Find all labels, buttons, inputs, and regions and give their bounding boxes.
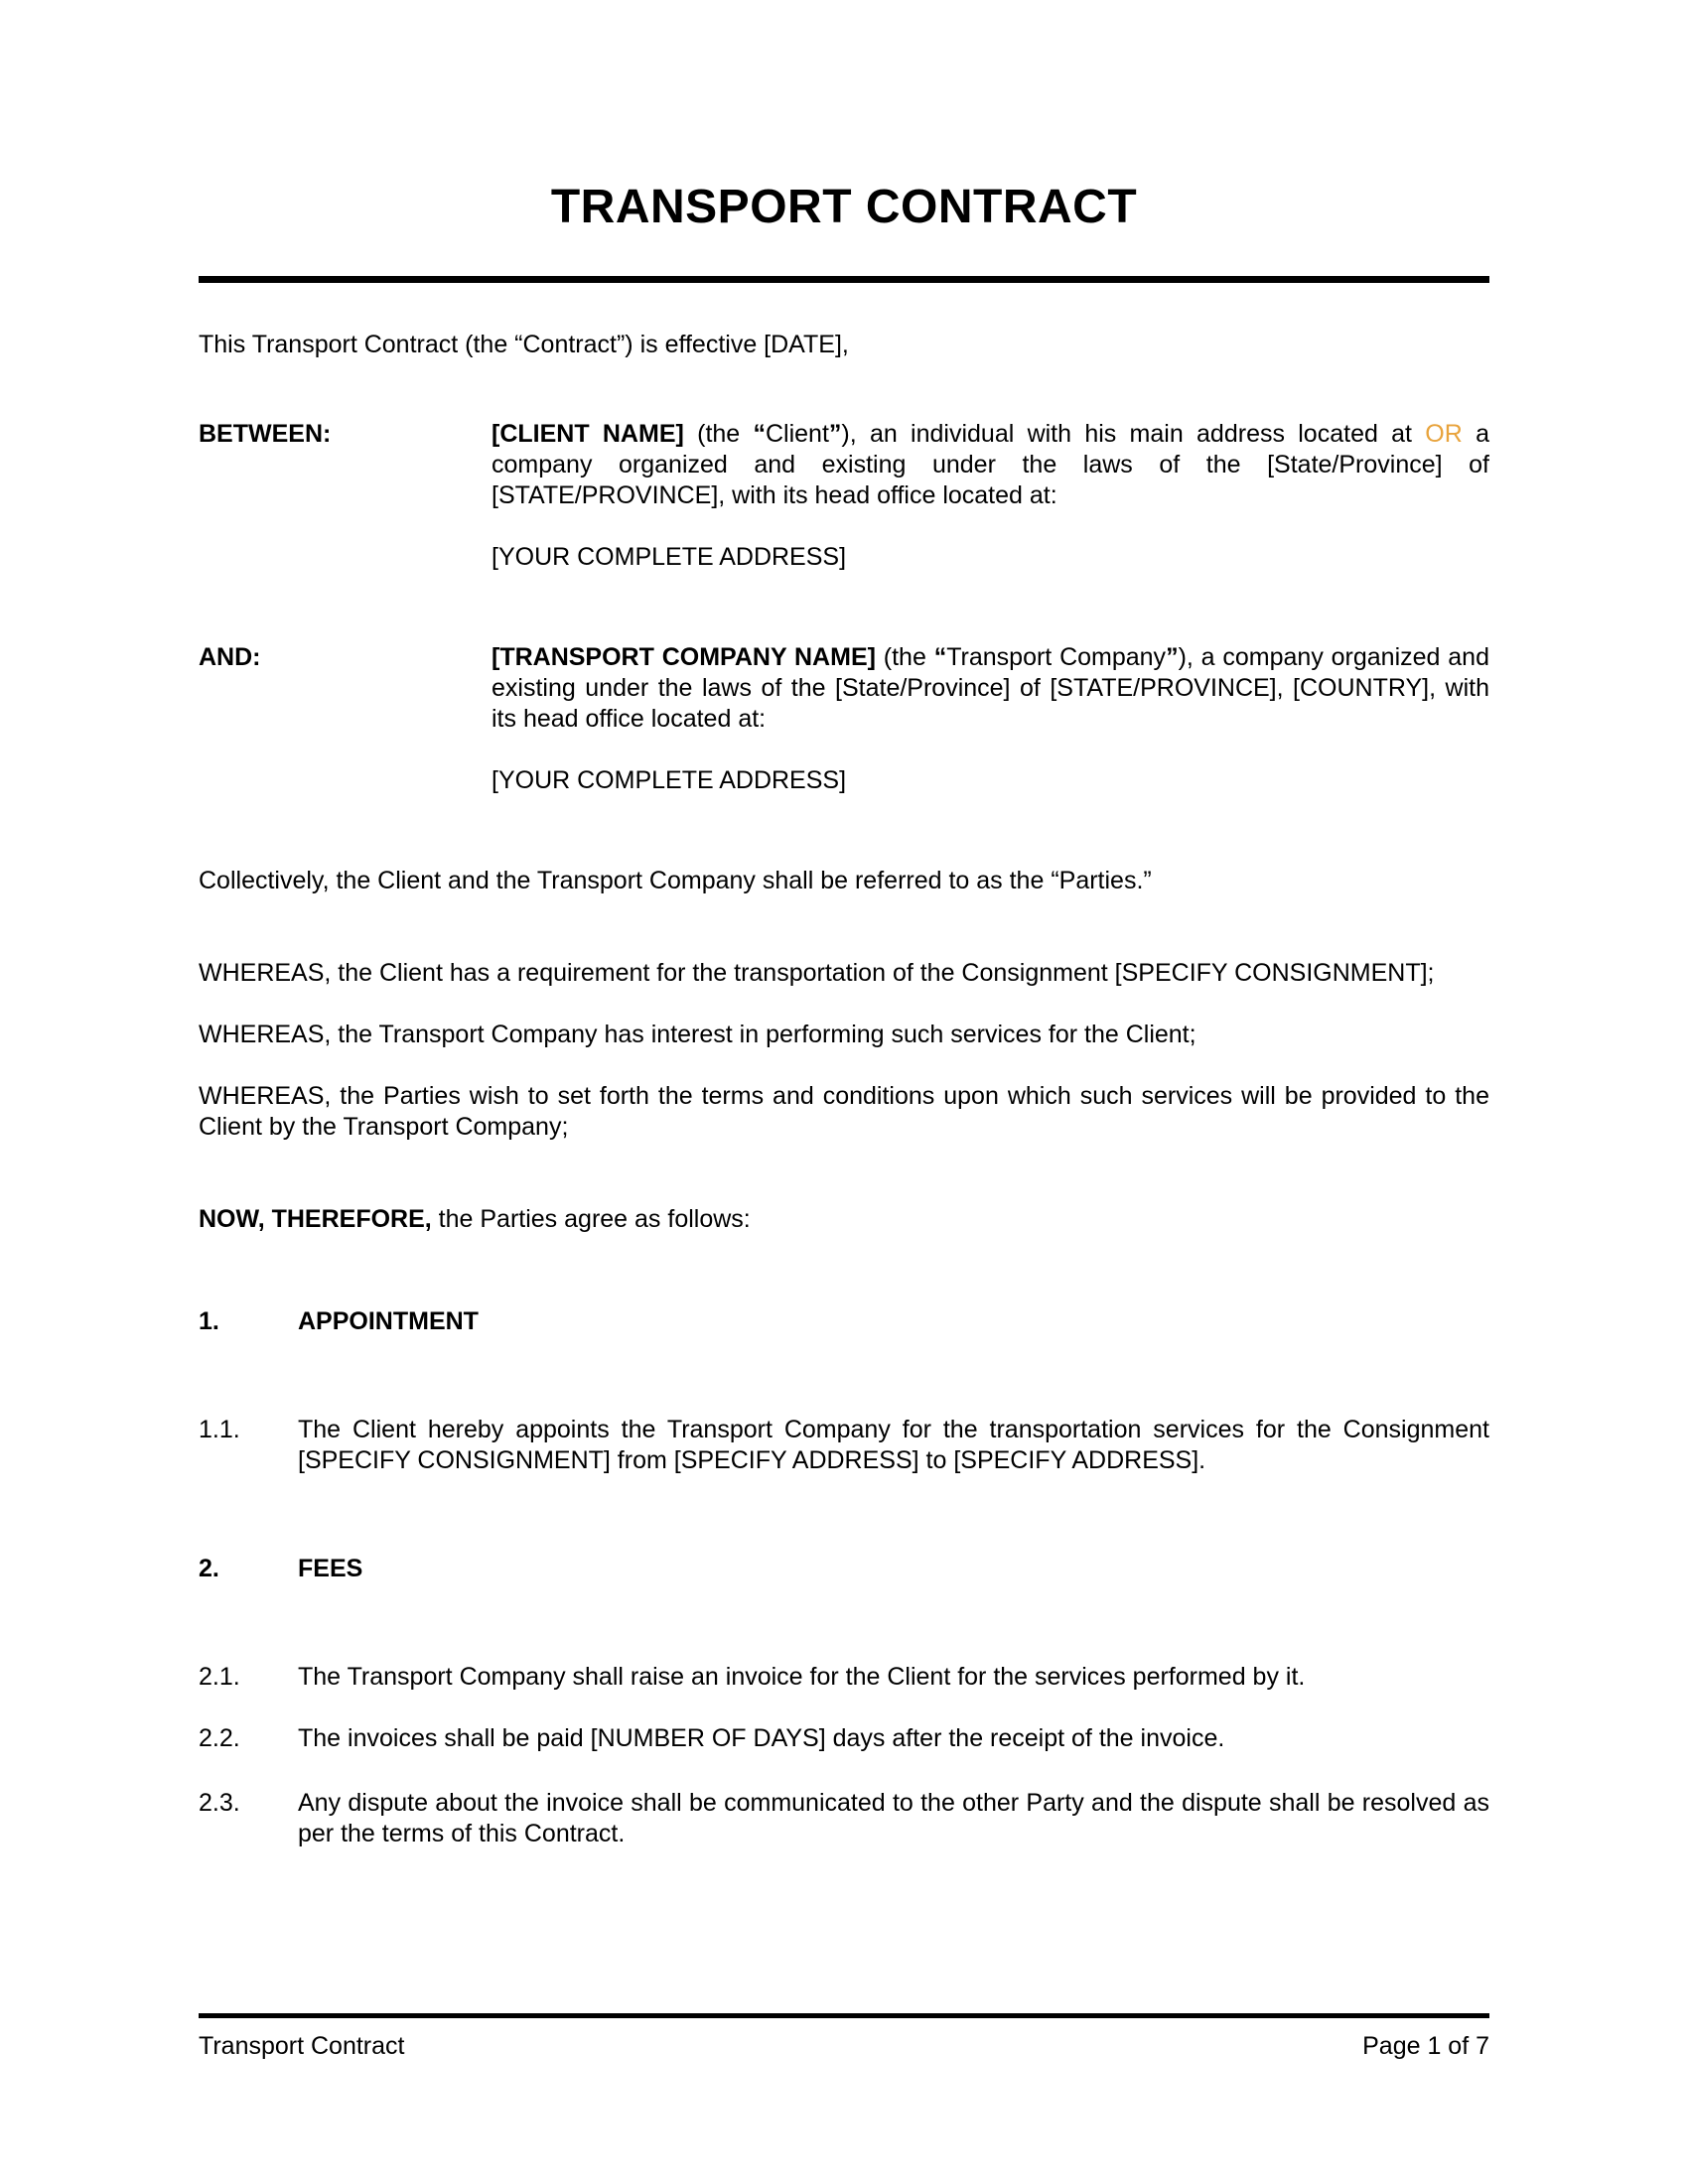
- section-1-number: 1.: [199, 1307, 219, 1335]
- party-between-block: [199, 419, 1489, 573]
- clause-2-1-text: The Transport Company shall raise an invoice for the Client for the services performed by it.: [298, 1663, 1306, 1691]
- title-divider: [199, 276, 1489, 283]
- intro-paragraph: This Transport Contract (the “Contract”) is effective [DATE],: [199, 331, 849, 358]
- section-1-heading: APPOINTMENT: [298, 1307, 479, 1335]
- therefore-paragraph: NOW, THEREFORE, the Parties agree as follows:: [199, 1205, 751, 1233]
- section-2-heading: FEES: [298, 1555, 363, 1582]
- footer-document-name: Transport Contract: [199, 2032, 405, 2060]
- party-and-body: [492, 642, 1489, 796]
- page-footer: [199, 2013, 1489, 2062]
- recital-paragraph-3: WHEREAS, the Parties wish to set forth the terms and conditions upon which such services will be provided to the Client by the Transport Company;: [199, 1082, 1489, 1141]
- clause-2-2-number: 2.2.: [199, 1724, 240, 1752]
- clause-2-2-row: [199, 1723, 1489, 1754]
- clause-1-1-number: 1.1.: [199, 1416, 240, 1443]
- document-title: TRANSPORT CONTRACT: [550, 181, 1138, 233]
- section-2-heading-row: [199, 1554, 1489, 1584]
- recital-paragraph-1: WHEREAS, the Client has a requirement for the transportation of the Consignment [SPECIFY CONSIGNMENT];: [199, 959, 1435, 987]
- section-2-number: 2.: [199, 1555, 219, 1582]
- party-between-label: BETWEEN:: [199, 420, 332, 448]
- clause-1-1-text: The Client hereby appoints the Transport Company for the transportation services for the Consignment [SPECIFY CONSIGNMENT] from [SPECIFY ADDRESS] to [SPECIFY ADDRESS].: [298, 1416, 1489, 1474]
- clause-2-3-number: 2.3.: [199, 1789, 240, 1817]
- party-and-text: [TRANSPORT COMPANY NAME] (the “Transport Company”), a company organized and existing under the laws of the [State/Province] of [STATE/PROVINCE], [COUNTRY], with its head office located at:: [492, 643, 1489, 733]
- clause-2-2-text: The invoices shall be paid [NUMBER OF DAYS] days after the receipt of the invoice.: [298, 1724, 1225, 1752]
- collective-paragraph: Collectively, the Client and the Transport Company shall be referred to as the “Parties.”: [199, 867, 1152, 894]
- footer-page-number: Page 1 of 7: [1362, 2032, 1489, 2060]
- recital-paragraph-2: WHEREAS, the Transport Company has interest in performing such services for the Client;: [199, 1021, 1196, 1048]
- clause-2-3-text: Any dispute about the invoice shall be communicated to the other Party and the dispute shall be resolved as per the terms of this Contract.: [298, 1789, 1489, 1847]
- party-between-address: [YOUR COMPLETE ADDRESS]: [492, 543, 847, 571]
- party-between-body: [492, 419, 1489, 573]
- party-between-text: [CLIENT NAME] (the “Client”), an individual with his main address located at OR a company organized and existing under the laws of the [State/Province] of [STATE/PROVINCE], with its head office located at:: [492, 420, 1489, 509]
- clause-2-1-number: 2.1.: [199, 1663, 240, 1691]
- clause-1-1-row: [199, 1415, 1489, 1476]
- party-and-label: AND:: [199, 643, 261, 671]
- party-and-block: [199, 642, 1489, 796]
- party-and-address: [YOUR COMPLETE ADDRESS]: [492, 766, 847, 794]
- section-1-heading-row: [199, 1306, 1489, 1337]
- clause-2-3-row: [199, 1788, 1489, 1849]
- clause-2-1-row: [199, 1662, 1489, 1693]
